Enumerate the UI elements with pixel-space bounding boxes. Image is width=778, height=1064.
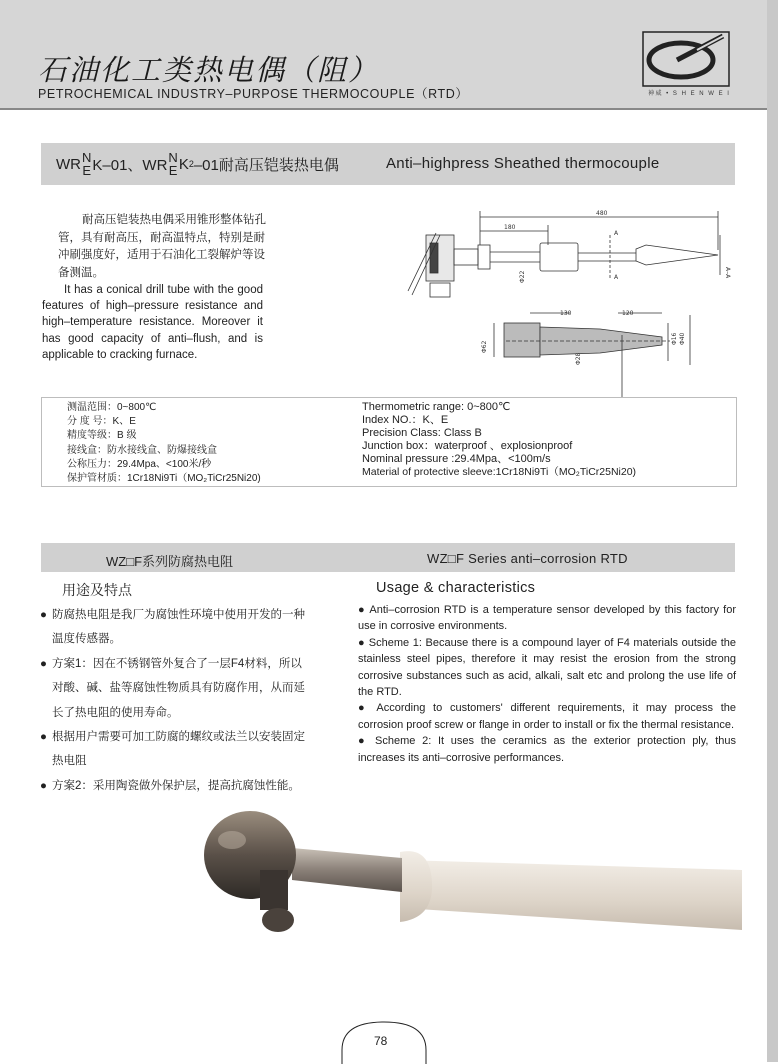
intro-text-cn: 耐高压铠装热电偶采用锥形整体钻孔管，具有耐高压，耐高温特点，特别是耐冲刷强度好，适用于石油化工裂解炉等设备测温。: [58, 214, 266, 279]
model-mid-1: K–01、WR: [92, 156, 168, 174]
section1-title-en: Anti–highpress Sheathed thermocouple: [386, 155, 660, 172]
intro-text-en: It has a conical drill tube with the good features of high–pressure resistance and high–temperature resistance. Moreover it has good capacity of anti–flush, and is applicable to cracking furnace.: [42, 284, 263, 361]
dim-180: 180: [504, 224, 516, 231]
model-mid-2: K: [178, 155, 189, 173]
model-top-1: N: [82, 150, 92, 165]
dia-40: Φ40: [679, 332, 686, 345]
model-number: [56, 146, 339, 182]
usage-en-item: ● According to customers' different requirements, it may process the corrosion proof screw or flange in order to install or fix the thermal resistance.: [358, 702, 736, 731]
spec-cn-line: 分 度 号：K、E: [67, 416, 136, 428]
usage-list-en: [358, 602, 736, 766]
bullet-icon: ●: [40, 779, 47, 792]
spec-en-line: Thermometric range: 0~800℃: [362, 401, 511, 413]
section2-title-en: WZ□F Series anti–corrosion RTD: [427, 551, 628, 566]
model-prefix: WR: [56, 155, 81, 173]
usage-en-item: ● Scheme 1: Because there is a compound layer of F4 materials outside the stainless steel pipes, therefore it may resist the erosion from the strong corrosive substances such as acid, alkali, salt etc and prolong the use life of the RTD.: [358, 636, 736, 699]
usage-list-cn: [38, 603, 328, 798]
model-bot-2: E: [168, 163, 178, 178]
usage-cn-line: 方案2：采用陶瓷做外保护层，提高抗腐蚀性能。: [52, 779, 300, 792]
section2-title-cn: WZ□F系列防腐热电阻: [106, 554, 234, 569]
usage-cn-line: 温度传感器。: [52, 633, 121, 646]
logo-caption: 神威 • S H E N W E I: [648, 91, 731, 97]
dia-28: Φ28: [575, 352, 582, 365]
spec-cn-line: 测温范围：0~800℃: [67, 402, 157, 413]
model-stack-1: [82, 151, 91, 177]
model-stack-2: [168, 151, 177, 177]
spec-en-line: Nominal pressure :29.4Mpa、<100m/s: [362, 453, 551, 465]
specs-list-cn: [67, 401, 261, 486]
usage-cn-line: 对酸、碱、盐等腐蚀性物质具有防腐作用，从而延: [52, 682, 305, 695]
model-top-2: N: [168, 150, 178, 165]
usage-heading-cn: 用途及特点: [62, 582, 132, 598]
bullet-icon: ●: [40, 609, 47, 621]
usage-cn-item: [38, 725, 328, 749]
usage-cn-line: 热电阻: [52, 755, 87, 768]
dia-62: Φ62: [481, 340, 488, 353]
spec-cn-line: 精度等级：B 级: [67, 430, 137, 442]
model-bot-1: E: [82, 163, 92, 178]
usage-cn-item: [38, 603, 328, 627]
spec-en-line: Material of protective sleeve:1Cr18Ni9Ti（MO₂TiCr25Ni20): [362, 466, 637, 478]
dim-130: 130: [560, 310, 572, 317]
usage-heading-en: Usage & characteristics: [376, 580, 536, 596]
dim-120: 120: [622, 310, 634, 317]
spec-en-line: Index NO.：K、E: [362, 414, 449, 426]
dia-16: Φ16: [671, 332, 678, 345]
section-mark-a-bottom: A: [614, 274, 619, 281]
page-number: 78: [374, 1034, 388, 1048]
usage-en-item: ● Scheme 2: It uses the ceramics as the exterior protection ply, thus increases its anti–corrosive performances.: [358, 735, 736, 764]
spec-en-line: Precision Class: Class B: [362, 427, 482, 439]
bullet-icon: ●: [40, 731, 47, 744]
dia-22: Φ22: [519, 270, 526, 283]
bullet-icon: ●: [40, 657, 47, 670]
product-photo: [202, 800, 742, 990]
model-sub-2: 2: [188, 159, 194, 169]
usage-cn-item: [38, 774, 328, 798]
usage-cn-line: 方案1：因在不锈钢管外复合了一层F4材料，所以: [52, 657, 302, 670]
usage-cn-line: 防腐热电阻是我厂为腐蚀性环境中使用开发的一种: [52, 609, 305, 621]
spec-cn-line: 公称压力：29.4Mpa、<100米/秒: [67, 458, 212, 470]
usage-en-item: ● Anti–corrosion RTD is a temperature sensor developed by this factory for use in corrosive environments.: [358, 604, 736, 633]
page-title-cn: 石油化工类热电偶（阻）: [38, 53, 380, 87]
section-label-aa: A–A: [724, 267, 731, 279]
company-logo: [637, 30, 735, 96]
page-edge-strip: [767, 0, 778, 1062]
spec-cn-line: 接线盒：防水接线盒、防爆接线盒: [67, 444, 217, 456]
specs-list-en: [362, 401, 636, 479]
page-title-en: PETROCHEMICAL INDUSTRY–PURPOSE THERMOCOUPLE（RTD）: [38, 87, 469, 101]
section-mark-a-top: A: [614, 230, 619, 237]
technical-drawing: [400, 205, 736, 400]
usage-cn-line: 根据用户需要可加工防腐的螺纹或法兰以安装固定: [52, 731, 305, 744]
spec-en-line: Junction box：waterproof 、explosionproof: [362, 440, 573, 452]
model-suffix: –01耐高压铠装热电偶: [193, 156, 339, 174]
dim-480: 480: [596, 210, 608, 217]
header-divider: [0, 108, 767, 110]
usage-cn-line: 长了热电阻的使用寿命。: [52, 706, 179, 719]
spec-cn-line: 保护管材质：1Cr18Ni9Ti（MO₂TiCr25Ni20): [67, 473, 261, 485]
usage-cn-item: [38, 652, 328, 676]
